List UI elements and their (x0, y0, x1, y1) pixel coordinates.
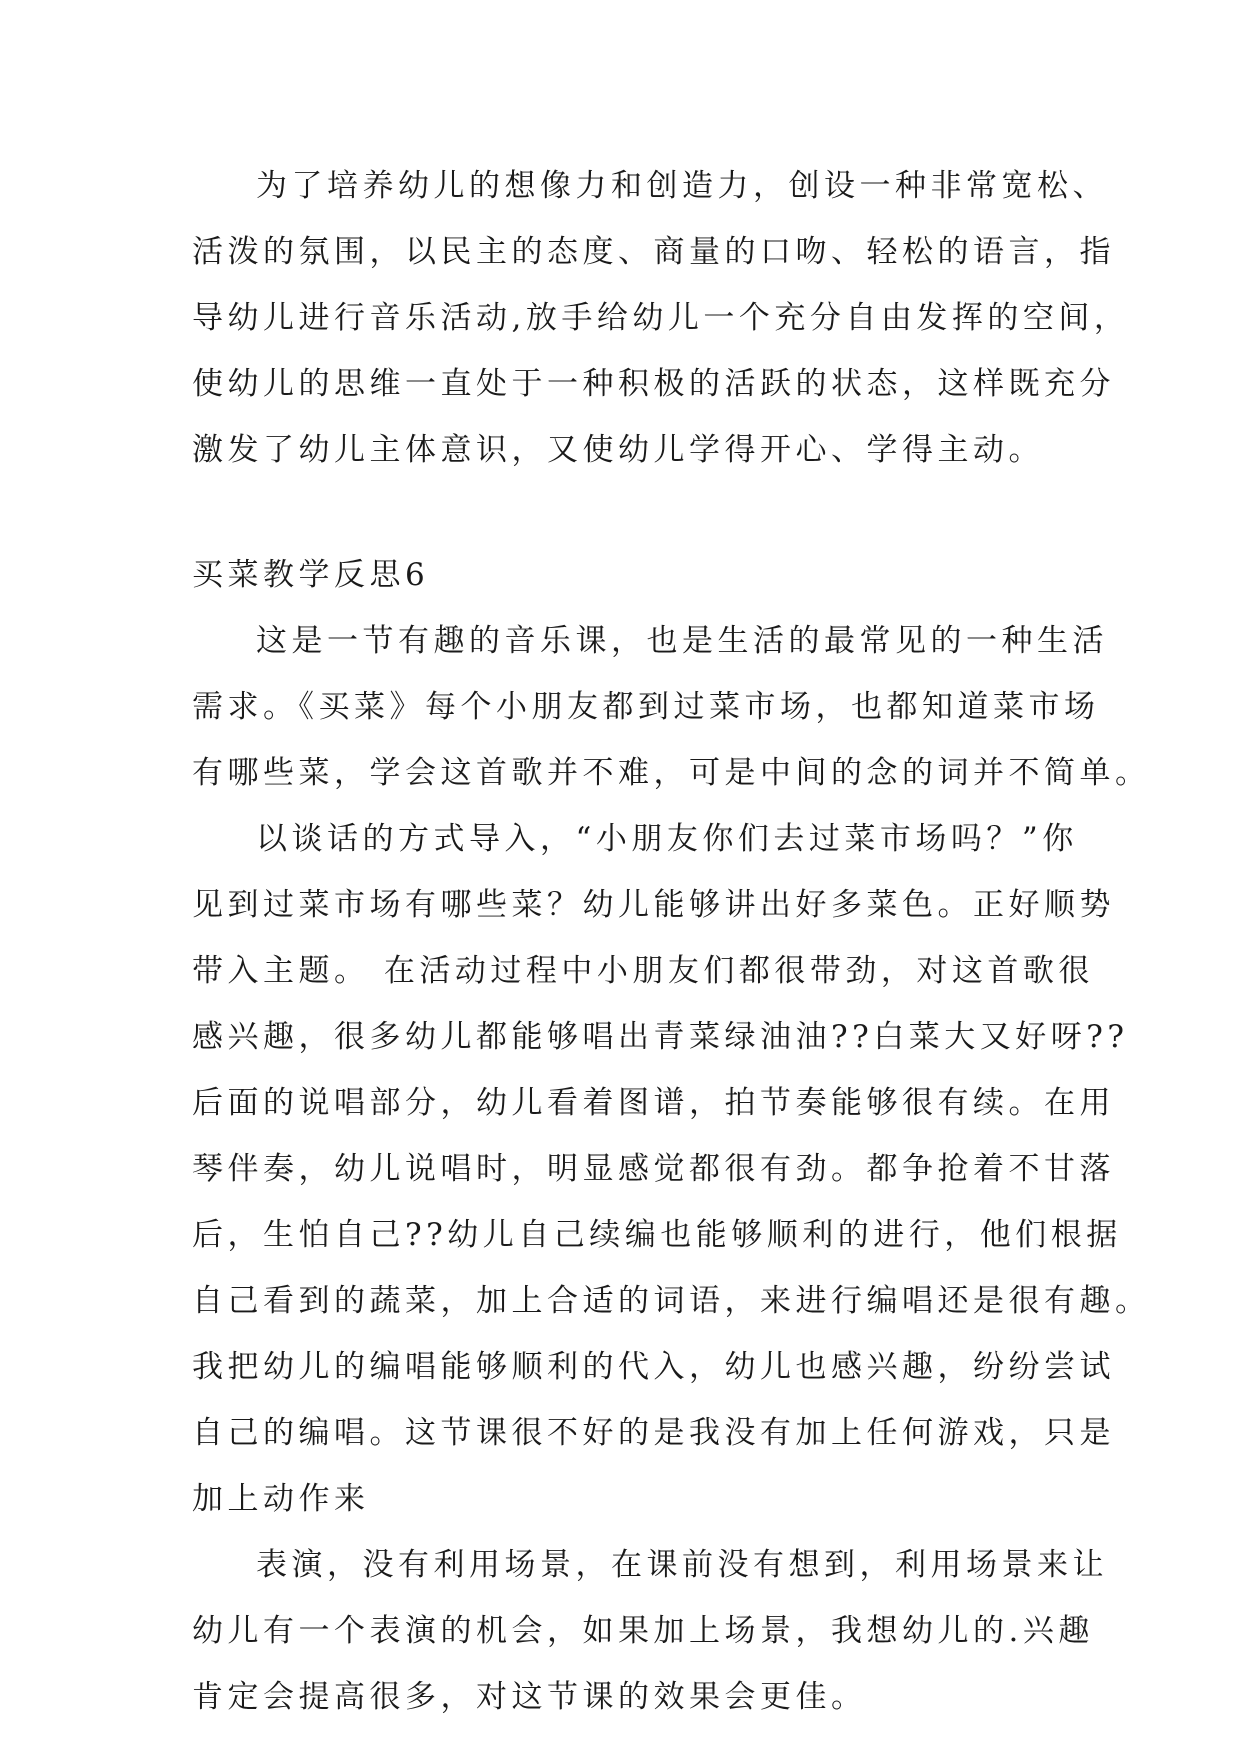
para2-line: 有哪些菜，学会这首歌并不难，可是中间的念的词并不简单。 (192, 755, 1151, 791)
para3-line: 加上动作来 (192, 1481, 370, 1517)
para3-line: 带入主题。 在活动过程中小朋友们都很带劲，对这首歌很 (192, 953, 1094, 989)
para3-line: 以谈话的方式导入，“小朋友你们去过菜市场吗？”你 (256, 821, 1078, 857)
para3-line: 后面的说唱部分，幼儿看着图谱，拍节奏能够很有续。在用 (192, 1085, 1115, 1121)
para1-line: 导幼儿进行音乐活动,放手给幼儿一个充分自由发挥的空间， (192, 300, 1130, 336)
para1-line: 使幼儿的思维一直处于一种积极的活跃的状态，这样既充分 (192, 366, 1115, 402)
para4-line: 肯定会提高很多，对这节课的效果会更佳。 (192, 1679, 867, 1715)
para1-line: 活泼的氛围，以民主的态度、商量的口吻、轻松的语言，指 (192, 234, 1115, 270)
para3-line: 我把幼儿的编唱能够顺利的代入，幼儿也感兴趣，纷纷尝试 (192, 1349, 1115, 1385)
para3-line: 自己的编唱。这节课很不好的是我没有加上任何游戏，只是 (192, 1415, 1115, 1451)
section-heading: 买菜教学反思6 (192, 557, 430, 593)
para2-line: 需求。《买菜》每个小朋友都到过菜市场，也都知道菜市场 (192, 689, 1100, 725)
para4-line: 表演，没有利用场景，在课前没有想到，利用场景来让 (256, 1547, 1108, 1583)
para2-line: 这是一节有趣的音乐课，也是生活的最常见的一种生活 (256, 623, 1108, 659)
para3-line: 见到过菜市场有哪些菜？幼儿能够讲出好多菜色。正好顺势 (192, 887, 1115, 923)
para4-line: 幼儿有一个表演的机会，如果加上场景，我想幼儿的.兴趣 (192, 1613, 1094, 1649)
para3-line: 自己看到的蔬菜，加上合适的词语，来进行编唱还是很有趣。 (192, 1283, 1151, 1319)
para1-line: 为了培养幼儿的想像力和创造力，创设一种非常宽松、 (256, 168, 1108, 204)
para3-line: 琴伴奏，幼儿说唱时，明显感觉都很有劲。都争抢着不甘落 (192, 1151, 1115, 1187)
para3-line: 后，生怕自己??幼儿自己续编也能够顺利的进行，他们根据 (192, 1217, 1122, 1253)
para1-line: 激发了幼儿主体意识，又使幼儿学得开心、学得主动。 (192, 432, 1044, 468)
para3-line: 感兴趣，很多幼儿都能够唱出青菜绿油油??白菜大又好呀?? (192, 1019, 1129, 1055)
